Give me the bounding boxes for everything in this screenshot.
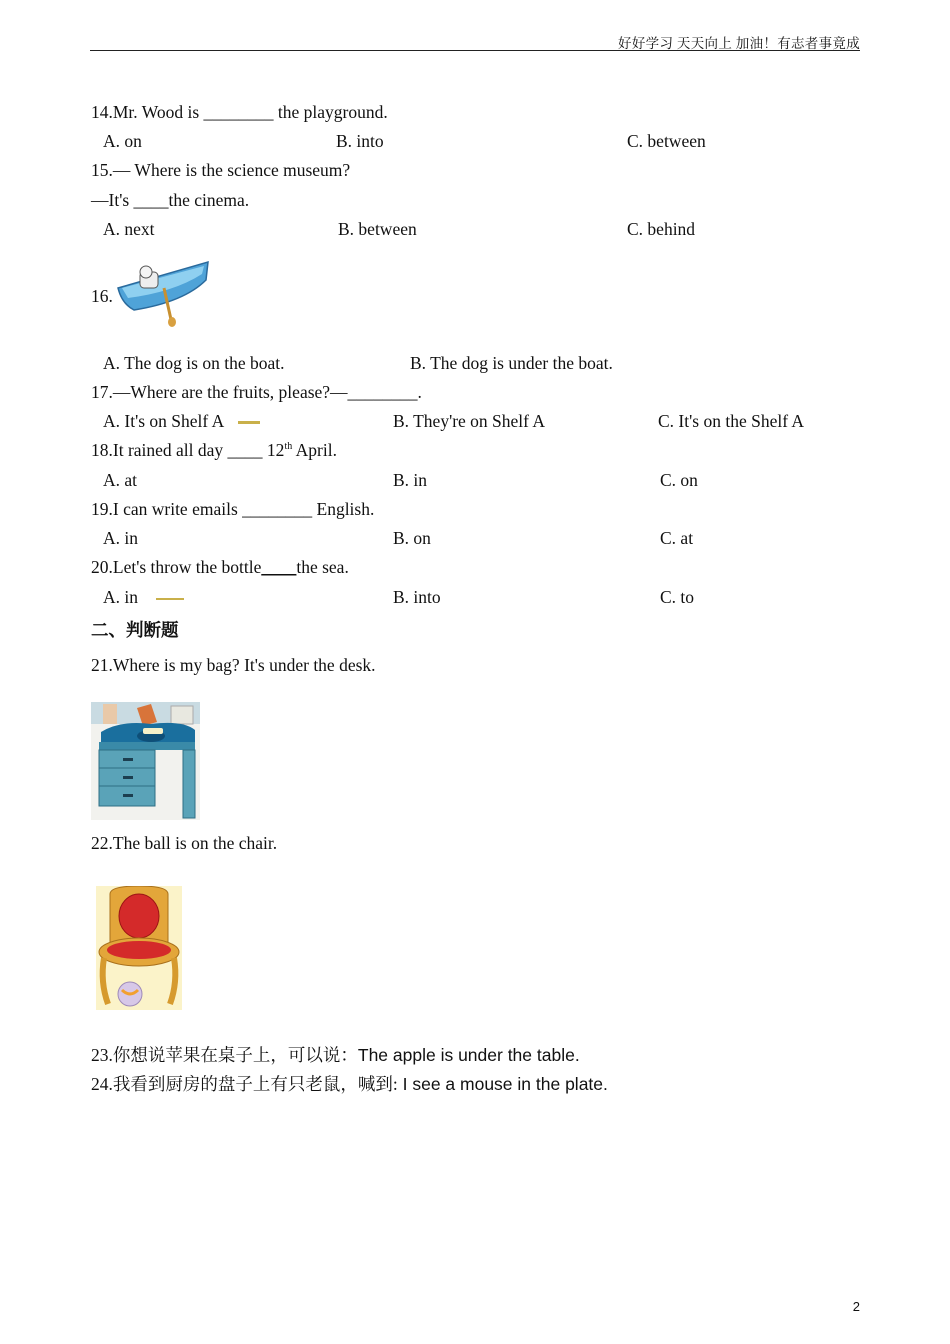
q24-stem: 24.我看到厨房的盘子上有只老鼠，喊到: I see a mouse in the plate.: [91, 1074, 608, 1094]
q17-stem: 17.—Where are the fruits, please?—________.: [91, 382, 422, 402]
q21-stem: 21.Where is my bag? It's under the desk.: [91, 655, 376, 675]
section-title: 二、判断题: [91, 621, 179, 641]
q17-option-a-row[interactable]: [103, 411, 260, 432]
q20-option-a-row[interactable]: [103, 587, 184, 608]
q19-option-b[interactable]: B. on: [393, 528, 431, 548]
q14-option-a[interactable]: A. on: [103, 131, 142, 151]
q18-option-a[interactable]: A. at: [103, 470, 138, 490]
q19-option-a[interactable]: A. in: [103, 528, 138, 548]
q16-option-b[interactable]: B. The dog is under the boat.: [410, 353, 613, 373]
q20-option-c[interactable]: C. to: [660, 587, 695, 607]
answer-mark: [156, 598, 184, 600]
q16-option-a[interactable]: A. The dog is on the boat.: [103, 353, 285, 373]
q15-stem: 15.— Where is the science museum?: [91, 160, 351, 180]
q19-option-c[interactable]: C. at: [660, 528, 694, 548]
q20-option-a: A. in: [103, 587, 138, 607]
q15-option-a[interactable]: A. next: [103, 219, 155, 239]
q14-option-b[interactable]: B. into: [336, 131, 384, 151]
q19-stem: 19.I can write emails ________ English.: [91, 499, 375, 519]
page-number: 2: [852, 1299, 860, 1314]
q17-option-c[interactable]: C. It's on the Shelf A: [658, 411, 805, 431]
page-header: [90, 30, 860, 51]
q15-stem-answer: —It's ____the cinema.: [91, 190, 250, 210]
chair-image: [96, 886, 182, 1010]
q14-stem: 14.Mr. Wood is ________ the playground.: [91, 102, 388, 122]
q15-option-c[interactable]: C. behind: [627, 219, 696, 239]
q20-stem: 20.Let's throw the bottle____the sea.: [91, 557, 349, 577]
q14-option-c[interactable]: C. between: [627, 131, 706, 151]
q23-stem: 23.你想说苹果在桌子上，可以说：The apple is under the table.: [91, 1045, 580, 1065]
q18-option-b[interactable]: B. in: [393, 470, 428, 490]
q17-option-b[interactable]: B. They're on Shelf A: [393, 411, 546, 431]
q22-stem: 22.The ball is on the chair.: [91, 833, 278, 853]
q20-option-b[interactable]: B. into: [393, 587, 441, 607]
boat-dog-image: [114, 258, 212, 328]
answer-mark: [238, 421, 260, 424]
q16-number: 16.: [91, 286, 113, 306]
desk-image: [91, 702, 200, 820]
q18-stem: 18.It rained all day ____ 12th April.: [91, 440, 337, 460]
q15-option-b[interactable]: B. between: [338, 219, 417, 239]
q17-option-a: A. It's on Shelf A: [103, 411, 225, 431]
header-text: 好好学习 天天向上 加油！有志者事竟成: [618, 36, 860, 51]
q18-option-c[interactable]: C. on: [660, 470, 698, 490]
